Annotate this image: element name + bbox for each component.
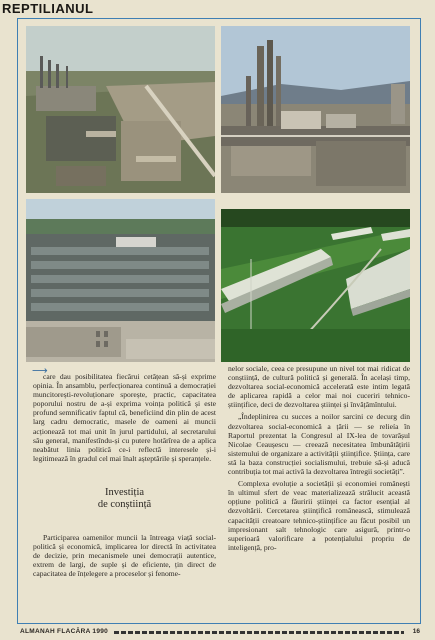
subheading-line-2: de conștiință [97,498,152,510]
factory-roofs-photo [26,199,215,362]
quote-paragraph: „Îndeplinirea cu succes a noilor sarcini ce decurg din dezvoltarea social-economică a țării — se relieía în Raportul prezentat la Congresul al IX-lea de tovarășul Nicolae Ceaușescu — creează necesitatea îmbunătățirii sistemului de organizare a activității științifice. Știința, care stă la baza construcției socialismului, trebuie să-și aducă contribuția tot mai activă la dezvoltarea întregii societăți”. [228,412,410,477]
left-text-column [33,372,216,578]
paragraph: Complexa evoluție a societății și economiei românești în ultimul sfert de veac materializează strălucit această opțiune politică a făuririi științei ca factor esențial al dezvoltării. Cercetarea științifică românească, stimulează capacității creatoare tehnico-științifice au făcut posibil un impresionant salt tehnologic care asigură, printr-o superioară valorificare a potențialului propriu de inteligență, pro- [228,479,410,552]
section-subheading [33,487,216,511]
page-number: 16 [412,628,420,635]
greenhouses-photo [221,209,410,362]
page-header-title: REPTILIANUL [2,1,94,16]
paragraph: care dau posibilitatea fiecărui cetățean să-și exprime opinia. În ansamblu, perfecționarea continuă a democrației muncitorești-revoluționare sporește, practic, capacitatea poporului nostru de a-și exprima voința politică și este profund semnificativ faptul că, beneficiind din plin de acest larg cadru democratic, masele de oameni ai muncii acționează tot mai unit în jurul partidului, al secretarului său general, manifestîndu-și cu putere hotărîrea de a aplica neabătut linia politică ce-i reflectă interesele și-i legitimează în gradul cel mai înalt așteptările și speranțele. [33,372,216,463]
page-footer [20,628,422,637]
right-text-column [228,364,410,552]
industrial-plant-aerial-photo [26,26,215,193]
subheading-line-1: Investiția [104,486,145,498]
footer-divider [114,631,404,634]
footer-publication-label: ALMANAH FLACĂRA 1990 [20,628,109,635]
paragraph: nelor sociale, ceea ce presupune un nivel tot mai ridicat de conștiință, de cultură politică și generală. În același timp, dezvoltarea social-economică accelerată este intim legată de aplicarea rapidă a celor mai noi cuceriri tehnico-științifice, deci de dezvoltarea științei și învățămîntului. [228,364,410,410]
paragraph: Participarea oamenilor muncii la întreaga viață social-politică și economică, implicarea lor directă în activitatea de decizie, prin mecanismele unei democrații autentice, extrem de largi, de suple și de eficiente, țin direct de capacitatea de înțelegere a proceselor și fenome- [33,532,216,579]
refinery-towers-photo [221,26,410,193]
arrow-right-icon: ⟶ [32,364,48,377]
